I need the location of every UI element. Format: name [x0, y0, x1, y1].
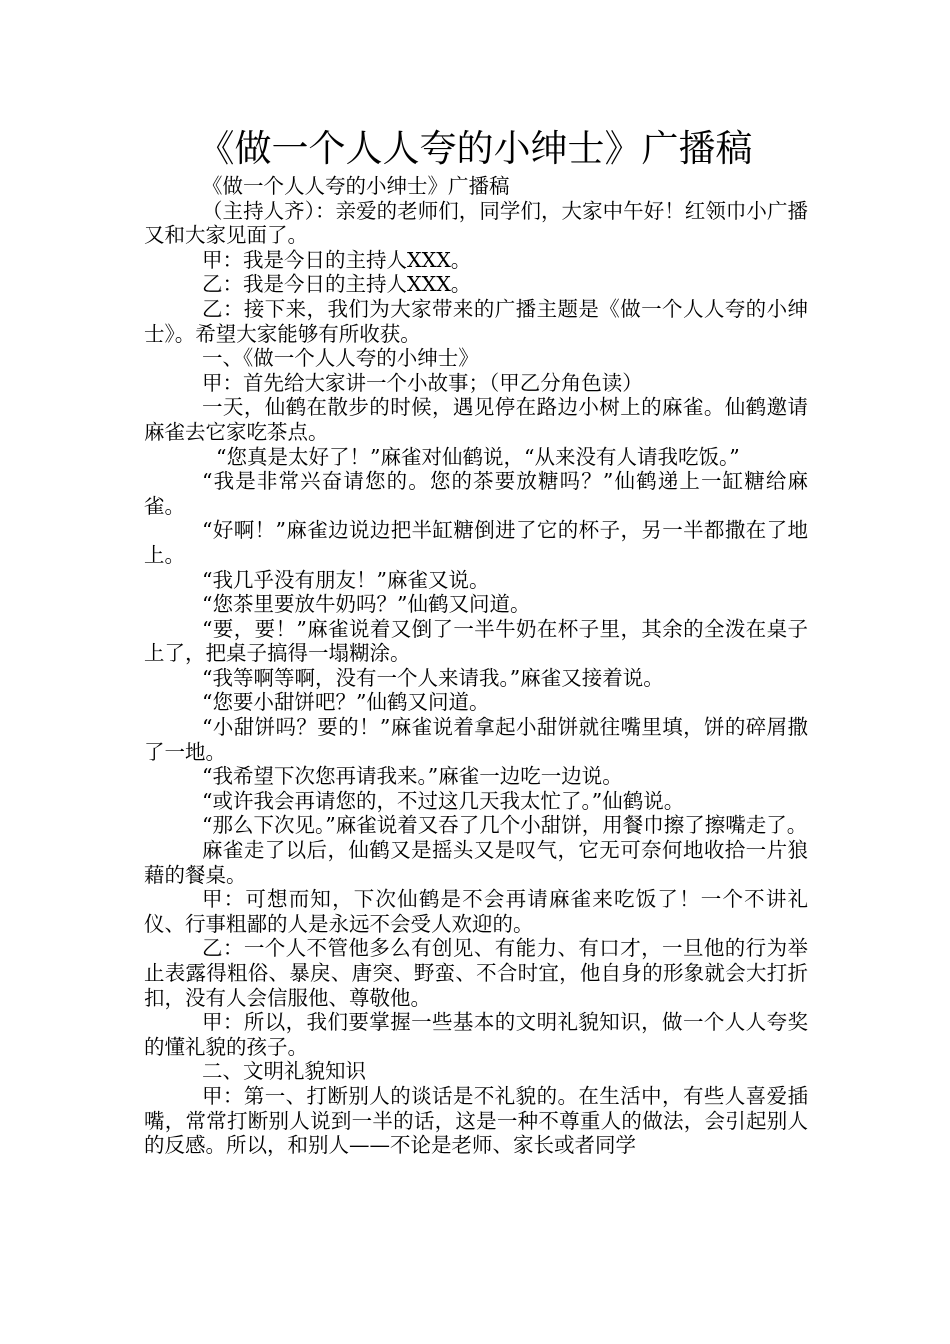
paragraph: （主持人齐）：亲爱的老师们，同学们，大家中午好！红领巾小广播又和大家见面了。 — [144, 198, 808, 248]
paragraph: 一天，仙鹤在散步的时候，遇见停在路边小树上的麻雀。仙鹤邀请麻雀去它家吃茶点。 — [144, 395, 808, 444]
document-body — [144, 174, 808, 1158]
paragraph: “好啊！”麻雀边说边把半缸糖倒进了它的杯子，另一半都撒在了地上。 — [144, 518, 808, 567]
document-title: 《做一个人人夸的小绅士》广播稿 — [197, 127, 753, 170]
paragraph: 乙：我是今日的主持人XXX。 — [202, 272, 472, 297]
paragraph: 乙：一个人不管他多么有创见、有能力、有口才，一旦他的行为举止表露得粗俗、暴戾、唐突、野蛮、不合时宜，他自身的形象就会大打折扣，没有人会信服他、尊敬他。 — [144, 936, 808, 1010]
paragraph: “您真是太好了！”麻雀对仙鹤说，“从来没有人请我吃饭。” — [216, 444, 740, 469]
paragraph: 《做一个人人夸的小绅士》广播稿 — [202, 174, 510, 198]
paragraph: 甲：我是今日的主持人XXX。 — [202, 247, 472, 272]
paragraph: 甲：第一、打断别人的谈话是不礼貌的。在生活中，有些人喜爱插嘴，常常打断别人说到一半的话，这是一种不尊重人的做法，会引起别人的反感。所以，和别人——不论是老师、家长或者同学 — [144, 1083, 808, 1158]
paragraph: “我等啊等啊，没有一个人来请我。”麻雀又接着说。 — [202, 665, 664, 690]
paragraph: “要，要！”麻雀说着又倒了一半牛奶在杯子里，其余的全泼在桌子上了，把桌子搞得一塌糊涂。 — [144, 616, 808, 666]
paragraph: “或许我会再请您的，不过这几天我太忙了。”仙鹤说。 — [202, 788, 685, 813]
paragraph: “您要小甜饼吧？”仙鹤又问道。 — [202, 690, 490, 715]
paragraph: 乙：接下来，我们为大家带来的广播主题是《做一个人人夸的小绅士》。希望大家能够有所收获。 — [144, 296, 808, 346]
paragraph: 甲：首先给大家讲一个小故事；（甲乙分角色读） — [202, 370, 643, 395]
section-heading: 二、文明礼貌知识 — [202, 1059, 366, 1084]
paragraph: 甲：所以，我们要掌握一些基本的文明礼貌知识，做一个人人夸奖的懂礼貌的孩子。 — [144, 1010, 808, 1059]
paragraph: “那么下次见。”麻雀说着又吞了几个小甜饼，用餐巾擦了擦嘴走了。 — [202, 813, 808, 838]
paragraph: “我几乎没有朋友！”麻雀又说。 — [202, 567, 490, 592]
paragraph: “我希望下次您再请我来。”麻雀一边吃一边说。 — [202, 764, 623, 789]
section-heading: 一、《做一个人人夸的小绅士》 — [202, 346, 479, 371]
paragraph: 甲：可想而知，下次仙鹤是不会再请麻雀来吃饭了！一个不讲礼仪、行事粗鄙的人是永远不会受人欢迎的。 — [144, 887, 808, 936]
paragraph: “我是非常兴奋请您的。您的茶要放糖吗？”仙鹤递上一缸糖给麻雀。 — [144, 469, 808, 518]
paragraph: “小甜饼吗？要的！”麻雀说着拿起小甜饼就往嘴里填，饼的碎屑撒了一地。 — [144, 715, 808, 764]
paragraph: 麻雀走了以后，仙鹤又是摇头又是叹气，它无可奈何地收拾一片狼藉的餐桌。 — [144, 838, 808, 887]
paragraph: “您茶里要放牛奶吗？”仙鹤又问道。 — [202, 592, 531, 617]
